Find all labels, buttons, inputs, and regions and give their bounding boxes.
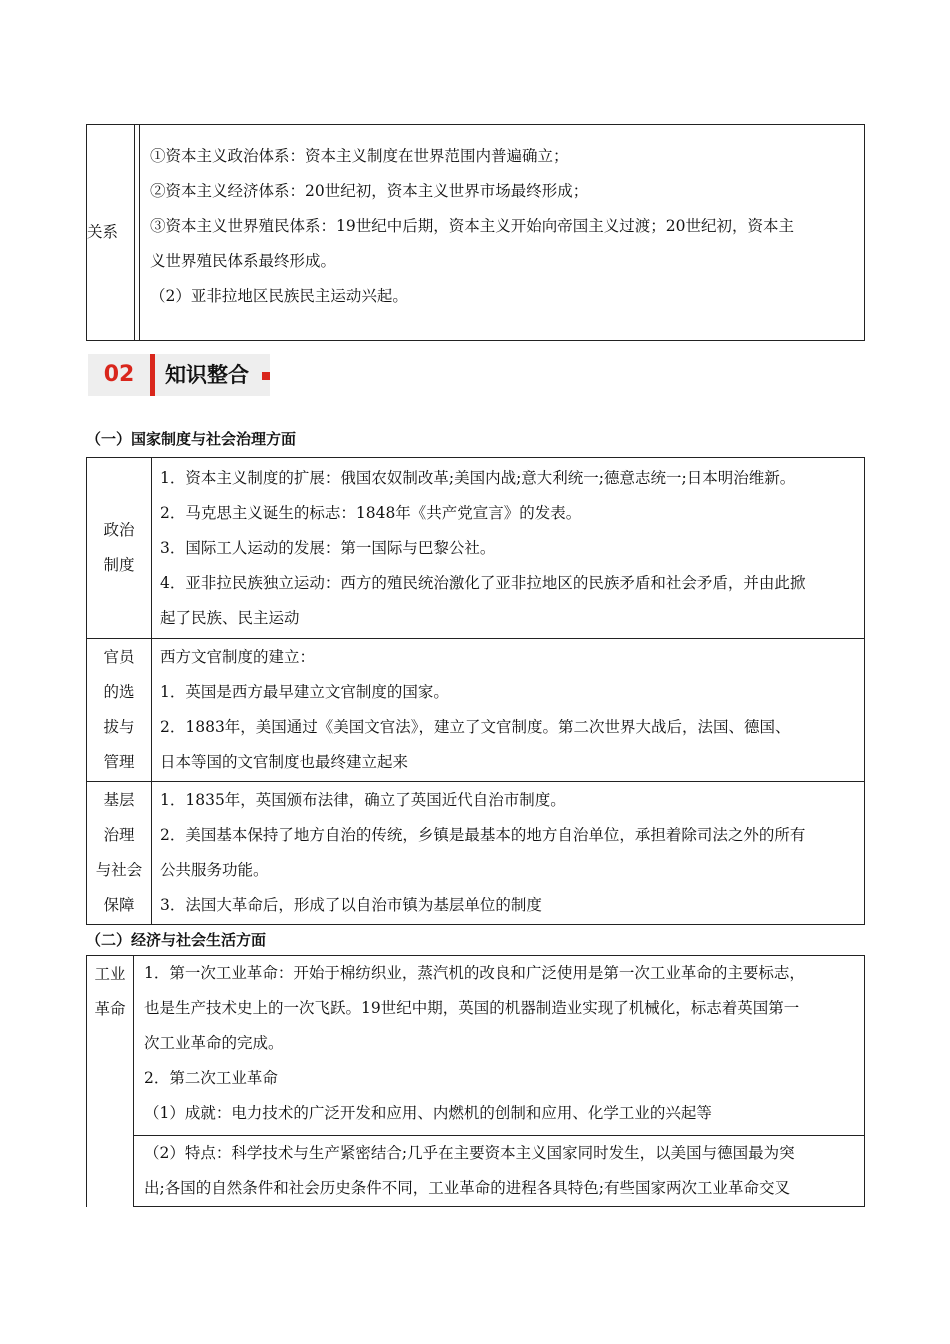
row-line: 次工业革命的完成。 bbox=[144, 1034, 284, 1052]
relation-line: 义世界殖民体系最终形成。 bbox=[150, 252, 337, 270]
governance-table bbox=[86, 457, 865, 925]
row-line: 也是生产技术史上的一次飞跃。19世纪中期，英国的机器制造业实现了机械化，标志着英国第一 bbox=[144, 999, 800, 1017]
relation-line: ②资本主义经济体系：20世纪初，资本主义世界市场最终形成； bbox=[150, 182, 589, 200]
row-line: 4．亚非拉民族独立运动：西方的殖民统治激化了亚非拉地区的民族矛盾和社会矛盾，并由此掀 bbox=[160, 573, 806, 592]
row-line: 2．马克思主义诞生的标志：1848年《共产党宣言》的发表。 bbox=[160, 503, 582, 522]
relation-line: （2）亚非拉地区民族民主运动兴起。 bbox=[150, 287, 408, 305]
banner-title: 知识整合 bbox=[155, 354, 270, 396]
row-line: 日本等国的文官制度也最终建立起来 bbox=[160, 753, 409, 771]
officials-label-cell bbox=[87, 639, 152, 782]
banner-number: 02 bbox=[88, 354, 150, 396]
row-label: 与社会 bbox=[95, 861, 143, 879]
economy-table bbox=[86, 955, 865, 1207]
row-label: 官员 bbox=[103, 648, 135, 666]
row-line: 1．第一次工业革命：开始于棉纺织业，蒸汽机的改良和广泛使用是第一次工业革命的主要标志， bbox=[144, 964, 805, 982]
row-label: 治理 bbox=[103, 826, 135, 844]
row-line: 1．英国是西方最早建立文官制度的国家。 bbox=[160, 683, 449, 701]
grassroots-label-cell bbox=[87, 782, 152, 925]
industrial-label-cell bbox=[87, 956, 134, 1207]
relation-content-cell bbox=[140, 125, 865, 341]
row-line: （2）特点：科学技术与生产紧密结合;几乎在主要资本主义国家同时发生，以美国与德国最为突 bbox=[144, 1144, 795, 1162]
relation-label-cell bbox=[87, 125, 135, 341]
row-line: 出;各国的自然条件和社会历史条件不同，工业革命的进程各具特色;有些国家两次工业革命交叉 bbox=[144, 1179, 790, 1197]
row-label: 保障 bbox=[103, 896, 135, 914]
row-line: 1．资本主义制度的扩展：俄国农奴制改革;美国内战;意大利统一;德意志统一;日本明治维新。 bbox=[160, 468, 796, 487]
row-line: 2．1883年，美国通过《美国文官法》，建立了文官制度。第二次世界大战后，法国、德国、 bbox=[160, 718, 791, 736]
relation-table bbox=[86, 124, 865, 341]
row-line: 起了民族、民主运动 bbox=[160, 608, 300, 627]
row-line: （1）成就：电力技术的广泛开发和应用、内燃机的创制和应用、化学工业的兴起等 bbox=[144, 1104, 712, 1122]
row-line: 3．法国大革命后，形成了以自治市镇为基层单位的制度 bbox=[160, 896, 542, 914]
relation-label: 关系 bbox=[87, 223, 119, 241]
row-label: 工业 bbox=[94, 965, 126, 983]
relation-line: ①资本主义政治体系：资本主义制度在世界范围内普遍确立； bbox=[150, 147, 569, 165]
relation-line: ③资本主义世界殖民体系：19世纪中后期，资本主义开始向帝国主义过渡；20世纪初，资本主 bbox=[150, 217, 794, 235]
officials-content-cell bbox=[152, 639, 865, 782]
row-line: 3．国际工人运动的发展：第一国际与巴黎公社。 bbox=[160, 538, 496, 557]
row-line: 2．美国基本保持了地方自治的传统，乡镇是最基本的地方自治单位，承担着除司法之外的所有 bbox=[160, 826, 806, 844]
banner-square-icon bbox=[262, 372, 270, 380]
row-line: 1．1835年，英国颁布法律，确立了英国近代自治市制度。 bbox=[160, 791, 566, 809]
section1-heading: （一）国家制度与社会治理方面 bbox=[86, 430, 297, 448]
industrial-content-cell-a bbox=[134, 956, 865, 1136]
row-label: 管理 bbox=[103, 753, 135, 771]
section2-heading: （二）经济与社会生活方面 bbox=[86, 931, 267, 949]
row-line: 公共服务功能。 bbox=[160, 861, 269, 879]
row-label: 政治 bbox=[103, 521, 135, 539]
row-label: 的选 bbox=[103, 683, 135, 701]
industrial-content-cell-b bbox=[134, 1136, 865, 1207]
row-line: 西方文官制度的建立： bbox=[160, 648, 316, 666]
row-label: 拔与 bbox=[103, 718, 135, 736]
row-line: 2．第二次工业革命 bbox=[144, 1069, 278, 1087]
politics-content-cell bbox=[152, 458, 865, 639]
row-label: 制度 bbox=[103, 556, 135, 574]
section-banner bbox=[88, 354, 270, 396]
row-label: 革命 bbox=[94, 1000, 126, 1018]
grassroots-content-cell bbox=[152, 782, 865, 925]
politics-label-cell bbox=[87, 458, 152, 639]
row-label: 基层 bbox=[103, 791, 135, 809]
